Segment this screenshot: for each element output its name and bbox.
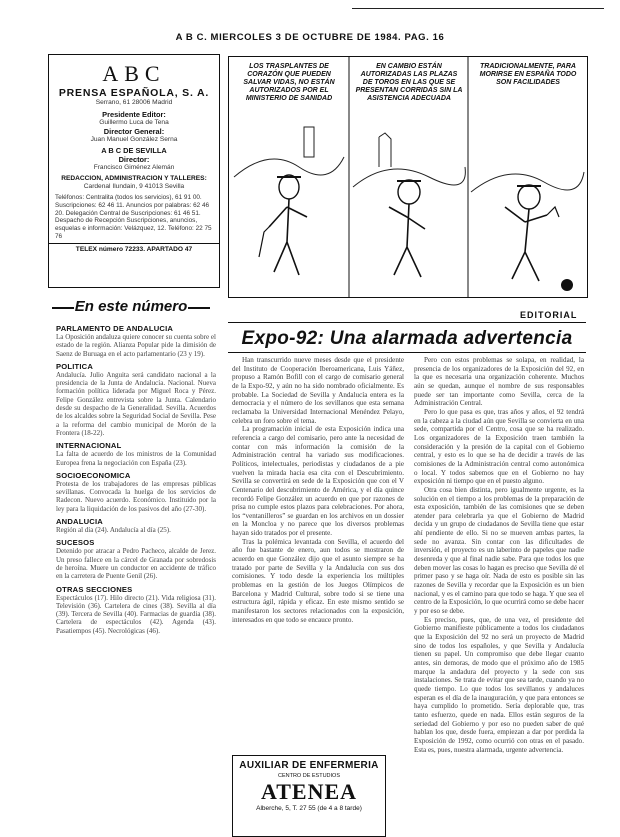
editorial-paragraph: Es preciso, pues, que, de una vez, el presidente del Gobierno manifieste públicamente a todos los ciudadanos que la Exposición del 92 no será un proyecto de Madrid sino de todos los españoles, y que Sevilla y Andalucía tienen su papel. Un compromiso que debe llegar cuanto antes, sin demoras, de modo que el próximo año de 1985 marque la andadura del proyecto y la sede con sus instalaciones. Se trata de evitar que sea tarde, cuando ya no quede tiempo. Lo que todos los sevillanos y andaluces esperan es el día de la inauguración, y que para entonces se haya cumplido lo prometido. Sería deplorable que, tras tanto esfuerzo, quede en nada. Ellos están seguros de la seriedad del Gobierno y por eso no pueden saber de qué hablan los que, desde fuera, empiezan a dar por perdida la Exposición de 1992, como ocurrió con otras en el pasado. Esta es, pues, nuestra alarmada, urgente advertencia. [414,615,584,754]
ad-subtitle: CENTRO DE ESTUDIOS [277,773,341,779]
cartoon-bubble-1: LOS TRASPLANTES DE CORAZÓN QUE PUEDEN SALVAR VIDAS, NO ESTÁN AUTORIZADOS POR EL MINISTERIO DE SANIDAD [243,63,335,102]
telex-line: TELEX número 72233. APARTADO 47 [49,243,219,253]
summary-section-heading: SOCIOECONOMICA [56,470,131,480]
redaccion-address: Cardenal Ilundain, 9 41013 Sevilla [83,183,185,190]
summary-section-heading: INTERNACIONAL [56,441,122,451]
director-label: Director General: [103,127,165,136]
summary-list [56,320,216,770]
president-name: Guillermo Luca de Tena [99,119,169,126]
cartoon-bubble-2: EN CAMBIO ESTÁN AUTORIZADAS LAS PLAZAS DE TOROS EN LAS QUE SE PRESENTAN CORRIDAS SIN LA ASISTENCIA ADECUADA [355,63,463,102]
ad-brand: ATENEA [260,779,358,804]
summary-section-text: La falta de acuerdo de los ministros de la Comunidad Europea frena la negociación con España (23). [56,450,216,467]
summary-section-heading: OTRAS SECCIONES [56,584,133,594]
editorial-paragraph: Pero con estos problemas se solapa, en realidad, la presencia de los organizadores de la Exposición del 92, en la que es necesaria una organización coherente. Muchos aún se quedan, aunque el nombre de sus responsables puede ser tan importante como Sevilla, cerca de la Administración Central. [414,356,584,408]
page-header: A B C. MIERCOLES 3 DE OCTUBRE DE 1984. PAG. 16 [175,32,445,43]
company-name: PRENSA ESPAÑOLA, S. A. [58,87,210,99]
editorial-rule-bottom [228,352,586,353]
editorial-paragraph: Otra cosa bien distinta, pero igualmente urgente, es la solución en el tiempo a los problemas de la preparación de esta exposición, también de las comisiones que se deben atender para celebrarla ya que el Gobierno de Madrid decida y un grupo de ciudadanos de Sevilla tiene que estar ahí pendiente de ello. Si no se mueven ambas partes, la sede no avanza. Sin contar con las dificultades de inversión, el proyecto es un laberinto de papeles que nadie desenreda y que al final nadie sabe. Para que todos los que deben mover las cosas lo hagan es preciso que Sevilla dé el primer paso y se haga oír. Nada de esto es posible sin las razones de Sevilla y recordar que la Exposición es un bien nacional, y es el camino para que todo se haga. Y que sea el centro de la Exposición, lo que ocurrirá como se debe hacer y por eso se debe. [414,485,584,616]
ad-address: Alberche, 5, T. 27 55 (de 4 a 8 tarde) [256,805,362,812]
summary-section-text: Región al día (24). Andalucía al día (25). [56,526,171,535]
president-label: Presidente Editor: [102,110,166,119]
editorial-paragraph: Tras la polémica levantada con Sevilla, el acuerdo del año fue bastante de enero, aun todos se mostraron de acuerdo en que González dijo que el asunto siempre se ha tratado por parte de Sevilla y la Andalucía con sus dos comisiones. Y todo desde la experiencia los múltiples problemas en la gestión de los Juegos Olímpicos de Barcelona y Madrid Cultural, sobre todo si se tiene una estructura ágil, rápida y eficaz. En este mismo sentido se manifestaron los sectores relacionados con la exposición, interesados en que todo se encauce pronto. [232,537,404,624]
editorial-paragraph: Pero lo que pasa es que, tras años y años, el 92 tendrá en la cabeza a la ciudad aún que Sevilla se convierta en una sede, compartida por el Centro, cosa que se ha realizado. Los organizadores de la Exposición traen también la consideración y la presión de la capital con el Gobierno central, y esto es lo que se ha de decidir a través de las comisiones de la Administración central como autonómica o local. Y todos sabemos que en el Gobierno no hay exposición ni tiempo que en el puesto alguno. [414,407,584,486]
cartoon-strip [228,56,588,298]
summary-section-heading: ANDALUCIA [56,517,103,527]
masthead-box [48,54,220,288]
editorial-label: EDITORIAL [520,310,578,320]
top-rule [352,8,604,9]
ad-title: AUXILIAR DE ENFERMERIA [239,760,379,771]
editorial-rule-top [228,322,586,323]
editorial-paragraph: La programación inicial de esta Exposición indica una referencia a cargo del comisario, pero ante la necesidad de contar con más información la comisión de la Administración central ha variado sus modificaciones. Políticos, intelectuales, periodistas y ciudadanos de a pie vuelven la mirada hacia esa cita con el Descubrimiento. Sevilla se convertirá en sede de la Exposición que con el V Centenario del descubrimiento de América, y el día quince recordó Felipe González un acuerdo en que por razones de prisa no cumple estos plazos para celebraciones. Por ahora, los “ventanilleros” se guardan en los archivos en un dossier en la Moncloa y no parece que los diversos problemas hayan sido tratados por el presente. [232,425,404,538]
summary-section-text: Protesta de los trabajadores de las empresas públicas sevillanas. Convocada la huelga de los servicios de Radecon. Nuevo acuerdo. Económico. Instituido por la ley para la liquidación de los pasivos del año (27-30). [56,479,216,513]
sevilla-title: A B C DE SEVILLA [101,146,167,155]
editorial-column-2 [414,356,584,821]
cartoon-bubble-3: TRADICIONALMENTE, PARA MORIRSE EN ESPAÑA TODO SON FACILIDADES [479,63,577,86]
summary-section-text: Espectáculos (17). Hilo directo (21). Vida religiosa (31). Televisión (36). Cartelera de cines (38). Sevilla al día (39). Tercera de Sevilla (40). Farmacias de guardia (38). Cartelera de espectáculos (42). Agenda (43). Pasatiempos (45). Necrológicas (46). [56,593,216,635]
director-name: Juan Manuel González Serna [90,136,178,143]
summary-section-text: Andalucía. Julio Anguita será candidato nacional a la presidencia de la Junta de Andalucía. Nacional. Nueva formación política liderada por Miguel Roca y Pérez. Felipe González entrevista sobre la Junta. Calendario desde su despacho de la Generalidad. Sevilla. Acuerdos de los alcaldes sobre la Seguridad Social de Sevilla. Pese a la reforma del cambio municipal de Morón de la Frontera (18-22). [56,370,216,437]
redaccion-label: REDACCION, ADMINISTRACION Y TALLERES: [61,175,207,182]
company-address: Serrano, 61 28006 Madrid [95,99,173,106]
telephones: Teléfonos: Centralita (todos los servicios), 61 91 00. Suscripciones: 62 46 11. Anuncios por palabras: 62 46 20. Delegación Central de Suscripciones: 61 46 51. Despacho de Recepción Suscripciones, anuncios, esquelas e información: Velázquez, 12. Teléfono: 22 75 76 [55,194,212,240]
summary-section-text: Detenido por atracar a Pedro Pacheco, alcalde de Jerez. Un preso fallece en la cárcel de Granada por sobredosis de heroína. Muere un conductor en accidente de tráfico en la carretera de Puente Genil (26). [56,547,216,581]
advertisement-box [232,755,386,837]
summary-section-heading: PARLAMENTO DE ANDALUCIA [56,324,174,333]
summary-section-text: La Oposición andaluza quiere conocer su cuenta sobre el estado de la región. Alianza Popular pide la dimisión de Saenz de Buruaga en el acto parlamentario (23 y 19). [56,333,216,358]
editorial-paragraph: Han transcurrido nueve meses desde que el presidente del Instituto de Cooperación Iberoamericana, Luis Yáñez, propuso a Ramón Bofill con el cargo de comisario general de la Expo-92, y aún no ha sido nombrado oficialmente. Es probable. La Sociedad de Sevilla y Andalucía entera es la democracia y el número de los sevillanos que esta semana reclamaba la Universidad Internacional Menéndez Pelayo, celebra un foro sobre el tema. [232,356,404,425]
sevilla-director-name: Francisco Giménez Alemán [93,164,175,171]
summary-section-heading: SUCESOS [56,538,95,548]
summary-title: En este número [56,298,206,315]
editorial-column-1 [232,356,404,748]
sevilla-director-label: Director: [118,155,150,164]
summary-section-heading: POLITICA [56,361,94,371]
editorial-headline: Expo-92: Una alarmada advertencia [241,328,573,349]
abc-logo: ABC [102,61,166,86]
